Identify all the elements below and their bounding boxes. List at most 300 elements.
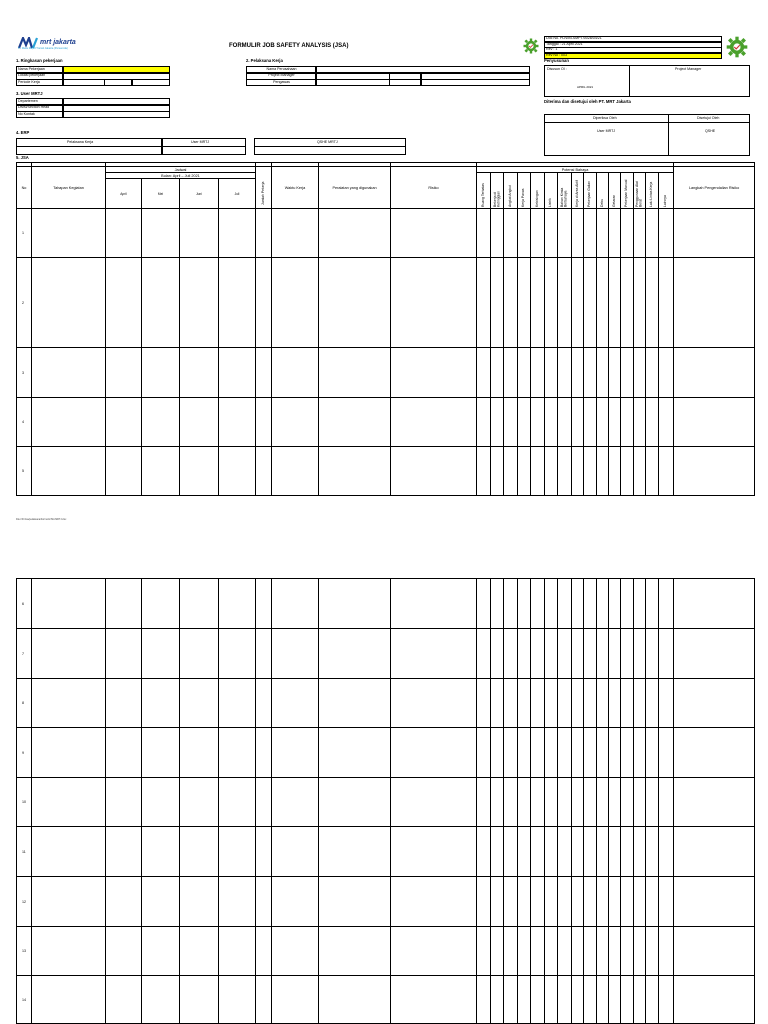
jsa-cell[interactable] <box>584 398 597 447</box>
jsa-cell[interactable] <box>597 976 609 1024</box>
jsa-cell[interactable] <box>180 778 219 827</box>
jsa-cell[interactable] <box>531 827 545 877</box>
jsa-cell[interactable] <box>545 258 558 348</box>
jsa-cell[interactable] <box>219 927 256 976</box>
jsa-cell[interactable] <box>272 827 319 877</box>
jsa-cell[interactable] <box>491 728 504 778</box>
jsa-cell[interactable] <box>219 728 256 778</box>
jsa-cell[interactable] <box>558 877 572 927</box>
jsa-cell[interactable] <box>646 447 659 496</box>
jsa-cell[interactable] <box>545 927 558 976</box>
jsa-cell[interactable] <box>646 398 659 447</box>
jsa-cell[interactable] <box>106 679 142 728</box>
jsa-cell[interactable] <box>477 728 491 778</box>
jsa-cell[interactable] <box>621 827 634 877</box>
jsa-cell[interactable] <box>272 579 319 629</box>
jsa-cell[interactable] <box>142 827 180 877</box>
jsa-cell[interactable] <box>634 447 646 496</box>
jsa-cell[interactable] <box>491 877 504 927</box>
jsa-cell[interactable] <box>558 258 572 348</box>
jsa-cell[interactable] <box>272 258 319 348</box>
jsa-cell[interactable] <box>609 258 621 348</box>
jsa-cell[interactable] <box>597 778 609 827</box>
jsa-cell[interactable] <box>597 348 609 398</box>
jsa-cell[interactable] <box>572 976 584 1024</box>
jsa-cell[interactable] <box>659 258 674 348</box>
pengawas-field[interactable] <box>421 79 530 86</box>
jsa-cell[interactable] <box>256 679 272 728</box>
jsa-cell[interactable] <box>319 728 391 778</box>
jsa-cell[interactable] <box>674 629 755 679</box>
jsa-cell[interactable] <box>659 827 674 877</box>
jsa-cell[interactable] <box>477 258 491 348</box>
jsa-cell[interactable] <box>219 209 256 258</box>
jsa-cell[interactable] <box>319 348 391 398</box>
jsa-cell[interactable] <box>518 679 531 728</box>
jsa-cell[interactable] <box>142 209 180 258</box>
jsa-cell[interactable] <box>621 398 634 447</box>
jsa-cell[interactable] <box>634 728 646 778</box>
jsa-cell[interactable] <box>142 877 180 927</box>
jsa-cell[interactable] <box>659 579 674 629</box>
jsa-cell[interactable] <box>621 679 634 728</box>
jsa-cell[interactable] <box>518 927 531 976</box>
jsa-cell[interactable] <box>106 778 142 827</box>
jsa-cell[interactable] <box>531 398 545 447</box>
jsa-cell[interactable] <box>32 209 106 258</box>
jsa-cell[interactable] <box>491 209 504 258</box>
jsa-cell[interactable] <box>477 398 491 447</box>
jsa-cell[interactable] <box>572 579 584 629</box>
jsa-cell[interactable] <box>674 447 755 496</box>
jsa-cell[interactable] <box>558 348 572 398</box>
jsa-cell[interactable] <box>531 348 545 398</box>
jsa-cell[interactable] <box>609 579 621 629</box>
jsa-cell[interactable] <box>584 877 597 927</box>
jsa-cell[interactable] <box>597 398 609 447</box>
jsa-cell[interactable] <box>584 927 597 976</box>
jsa-cell[interactable] <box>659 447 674 496</box>
erp-qshe-box[interactable] <box>254 138 406 155</box>
jsa-cell[interactable] <box>180 398 219 447</box>
jsa-cell[interactable] <box>491 679 504 728</box>
jsa-cell[interactable] <box>621 209 634 258</box>
jsa-cell[interactable] <box>491 827 504 877</box>
jsa-cell[interactable] <box>272 209 319 258</box>
jsa-cell[interactable] <box>32 877 106 927</box>
erp-user-box[interactable] <box>162 138 246 155</box>
jsa-cell[interactable] <box>558 778 572 827</box>
jsa-cell[interactable] <box>319 877 391 927</box>
jsa-cell[interactable] <box>391 728 477 778</box>
erp-pelaksana-box[interactable] <box>16 138 162 155</box>
jsa-cell[interactable] <box>621 258 634 348</box>
jsa-cell[interactable] <box>558 209 572 258</box>
jsa-cell[interactable] <box>504 827 518 877</box>
jsa-cell[interactable] <box>180 976 219 1024</box>
jsa-cell[interactable] <box>558 679 572 728</box>
jsa-cell[interactable] <box>219 629 256 679</box>
jsa-cell[interactable] <box>518 579 531 629</box>
jsa-cell[interactable] <box>584 579 597 629</box>
jsa-cell[interactable] <box>391 827 477 877</box>
jsa-cell[interactable] <box>219 877 256 927</box>
jsa-cell[interactable] <box>142 728 180 778</box>
jsa-cell[interactable] <box>609 679 621 728</box>
jsa-cell[interactable] <box>491 258 504 348</box>
jsa-cell[interactable] <box>545 447 558 496</box>
jsa-cell[interactable] <box>531 877 545 927</box>
jsa-cell[interactable] <box>180 209 219 258</box>
jsa-cell[interactable] <box>597 258 609 348</box>
jsa-cell[interactable] <box>491 927 504 976</box>
jsa-cell[interactable] <box>597 877 609 927</box>
jsa-cell[interactable] <box>659 398 674 447</box>
jsa-cell[interactable] <box>518 976 531 1024</box>
jsa-cell[interactable] <box>142 629 180 679</box>
jsa-cell[interactable] <box>106 258 142 348</box>
jsa-cell[interactable] <box>219 398 256 447</box>
periode-kerja-field[interactable] <box>104 79 132 86</box>
jsa-cell[interactable] <box>491 778 504 827</box>
jsa-cell[interactable] <box>572 209 584 258</box>
jsa-cell[interactable] <box>272 679 319 728</box>
jsa-cell[interactable] <box>558 579 572 629</box>
jsa-cell[interactable] <box>504 348 518 398</box>
jsa-cell[interactable] <box>477 579 491 629</box>
jsa-cell[interactable] <box>659 877 674 927</box>
jsa-cell[interactable] <box>106 348 142 398</box>
jsa-cell[interactable] <box>106 579 142 629</box>
jsa-cell[interactable] <box>391 778 477 827</box>
jsa-cell[interactable] <box>634 778 646 827</box>
jsa-cell[interactable] <box>545 728 558 778</box>
jsa-cell[interactable] <box>646 827 659 877</box>
jsa-cell[interactable] <box>32 629 106 679</box>
jsa-cell[interactable] <box>674 398 755 447</box>
jsa-cell[interactable] <box>219 679 256 728</box>
jsa-cell[interactable] <box>180 447 219 496</box>
jsa-cell[interactable] <box>272 398 319 447</box>
jsa-cell[interactable] <box>531 258 545 348</box>
jsa-cell[interactable] <box>545 778 558 827</box>
jsa-cell[interactable] <box>659 679 674 728</box>
jsa-cell[interactable] <box>545 679 558 728</box>
jsa-cell[interactable] <box>572 679 584 728</box>
jsa-cell[interactable] <box>504 398 518 447</box>
jsa-cell[interactable] <box>674 927 755 976</box>
jsa-cell[interactable] <box>597 728 609 778</box>
jsa-cell[interactable] <box>256 579 272 629</box>
jsa-cell[interactable] <box>674 579 755 629</box>
jsa-cell[interactable] <box>391 976 477 1024</box>
jsa-cell[interactable] <box>491 447 504 496</box>
jsa-cell[interactable] <box>319 827 391 877</box>
jsa-cell[interactable] <box>621 927 634 976</box>
jsa-cell[interactable] <box>659 927 674 976</box>
jsa-cell[interactable] <box>646 348 659 398</box>
jsa-cell[interactable] <box>621 629 634 679</box>
jsa-cell[interactable] <box>142 447 180 496</box>
jsa-cell[interactable] <box>142 258 180 348</box>
jsa-cell[interactable] <box>646 927 659 976</box>
jsa-cell[interactable] <box>572 629 584 679</box>
jsa-cell[interactable] <box>256 827 272 877</box>
jsa-cell[interactable] <box>272 629 319 679</box>
jsa-cell[interactable] <box>659 778 674 827</box>
jsa-cell[interactable] <box>545 579 558 629</box>
jsa-cell[interactable] <box>621 877 634 927</box>
jsa-cell[interactable] <box>391 579 477 629</box>
jsa-cell[interactable] <box>584 258 597 348</box>
jsa-cell[interactable] <box>106 398 142 447</box>
jsa-cell[interactable] <box>142 976 180 1024</box>
jsa-cell[interactable] <box>518 827 531 877</box>
jsa-cell[interactable] <box>634 927 646 976</box>
jsa-cell[interactable] <box>32 447 106 496</box>
jsa-cell[interactable] <box>621 579 634 629</box>
jsa-cell[interactable] <box>106 927 142 976</box>
jsa-cell[interactable] <box>646 579 659 629</box>
jsa-cell[interactable] <box>572 348 584 398</box>
jsa-cell[interactable] <box>180 258 219 348</box>
jsa-cell[interactable] <box>572 398 584 447</box>
jsa-cell[interactable] <box>219 258 256 348</box>
jsa-cell[interactable] <box>504 447 518 496</box>
jsa-cell[interactable] <box>674 679 755 728</box>
jsa-cell[interactable] <box>504 629 518 679</box>
jsa-cell[interactable] <box>319 258 391 348</box>
jsa-cell[interactable] <box>518 728 531 778</box>
jsa-cell[interactable] <box>142 927 180 976</box>
jsa-cell[interactable] <box>106 827 142 877</box>
jsa-cell[interactable] <box>518 778 531 827</box>
jsa-cell[interactable] <box>609 827 621 877</box>
jsa-cell[interactable] <box>256 728 272 778</box>
jsa-cell[interactable] <box>634 258 646 348</box>
jsa-cell[interactable] <box>558 447 572 496</box>
jsa-cell[interactable] <box>391 679 477 728</box>
jsa-cell[interactable] <box>646 258 659 348</box>
jsa-cell[interactable] <box>477 827 491 877</box>
jsa-cell[interactable] <box>609 209 621 258</box>
jsa-cell[interactable] <box>609 877 621 927</box>
jsa-cell[interactable] <box>584 778 597 827</box>
jsa-cell[interactable] <box>106 728 142 778</box>
jsa-cell[interactable] <box>531 679 545 728</box>
jsa-cell[interactable] <box>180 728 219 778</box>
jsa-cell[interactable] <box>180 629 219 679</box>
jsa-cell[interactable] <box>219 579 256 629</box>
jsa-cell[interactable] <box>180 679 219 728</box>
jsa-cell[interactable] <box>272 778 319 827</box>
jsa-cell[interactable] <box>572 447 584 496</box>
jsa-cell[interactable] <box>106 447 142 496</box>
jsa-cell[interactable] <box>106 976 142 1024</box>
jsa-cell[interactable] <box>142 778 180 827</box>
jsa-cell[interactable] <box>272 976 319 1024</box>
jsa-cell[interactable] <box>477 976 491 1024</box>
jsa-cell[interactable] <box>558 927 572 976</box>
jsa-cell[interactable] <box>256 976 272 1024</box>
jsa-cell[interactable] <box>634 348 646 398</box>
jsa-cell[interactable] <box>106 877 142 927</box>
jsa-cell[interactable] <box>504 579 518 629</box>
jsa-cell[interactable] <box>584 348 597 398</box>
jsa-cell[interactable] <box>504 679 518 728</box>
jsa-cell[interactable] <box>518 398 531 447</box>
jsa-cell[interactable] <box>572 827 584 877</box>
jsa-cell[interactable] <box>32 258 106 348</box>
jsa-cell[interactable] <box>391 927 477 976</box>
jsa-cell[interactable] <box>180 827 219 877</box>
jsa-cell[interactable] <box>319 927 391 976</box>
jsa-cell[interactable] <box>621 447 634 496</box>
jsa-cell[interactable] <box>32 398 106 447</box>
jsa-cell[interactable] <box>597 447 609 496</box>
jsa-cell[interactable] <box>319 398 391 447</box>
jsa-cell[interactable] <box>531 976 545 1024</box>
jsa-cell[interactable] <box>256 398 272 447</box>
jsa-cell[interactable] <box>597 927 609 976</box>
jsa-cell[interactable] <box>219 976 256 1024</box>
jsa-cell[interactable] <box>319 209 391 258</box>
jsa-cell[interactable] <box>272 348 319 398</box>
jsa-cell[interactable] <box>646 728 659 778</box>
jsa-cell[interactable] <box>609 348 621 398</box>
jsa-cell[interactable] <box>572 728 584 778</box>
jsa-cell[interactable] <box>319 629 391 679</box>
jsa-cell[interactable] <box>256 877 272 927</box>
jsa-cell[interactable] <box>256 348 272 398</box>
jsa-cell[interactable] <box>477 447 491 496</box>
jsa-cell[interactable] <box>597 579 609 629</box>
jsa-cell[interactable] <box>477 927 491 976</box>
jsa-cell[interactable] <box>477 348 491 398</box>
jsa-cell[interactable] <box>545 976 558 1024</box>
jsa-cell[interactable] <box>531 629 545 679</box>
jsa-cell[interactable] <box>572 877 584 927</box>
jsa-cell[interactable] <box>391 447 477 496</box>
jsa-cell[interactable] <box>504 976 518 1024</box>
jsa-cell[interactable] <box>219 348 256 398</box>
jsa-cell[interactable] <box>597 679 609 728</box>
jsa-cell[interactable] <box>391 398 477 447</box>
jsa-cell[interactable] <box>674 209 755 258</box>
jsa-cell[interactable] <box>219 447 256 496</box>
jsa-cell[interactable] <box>674 778 755 827</box>
jsa-cell[interactable] <box>531 209 545 258</box>
jsa-cell[interactable] <box>545 209 558 258</box>
jsa-cell[interactable] <box>272 877 319 927</box>
jsa-cell[interactable] <box>391 348 477 398</box>
periode-kerja-field[interactable] <box>132 79 170 86</box>
jsa-cell[interactable] <box>674 728 755 778</box>
jsa-cell[interactable] <box>142 348 180 398</box>
jsa-cell[interactable] <box>491 398 504 447</box>
jsa-cell[interactable] <box>32 579 106 629</box>
jsa-cell[interactable] <box>504 728 518 778</box>
no-kontak-field[interactable] <box>63 111 170 118</box>
jsa-cell[interactable] <box>646 629 659 679</box>
jsa-cell[interactable] <box>391 258 477 348</box>
jsa-cell[interactable] <box>531 778 545 827</box>
jsa-cell[interactable] <box>477 629 491 679</box>
jsa-cell[interactable] <box>646 679 659 728</box>
jsa-cell[interactable] <box>634 976 646 1024</box>
jsa-cell[interactable] <box>518 877 531 927</box>
jsa-cell[interactable] <box>32 348 106 398</box>
jsa-cell[interactable] <box>504 258 518 348</box>
jsa-cell[interactable] <box>634 877 646 927</box>
jsa-cell[interactable] <box>621 778 634 827</box>
jsa-cell[interactable] <box>597 209 609 258</box>
jsa-cell[interactable] <box>142 679 180 728</box>
jsa-cell[interactable] <box>646 877 659 927</box>
jsa-cell[interactable] <box>491 348 504 398</box>
jsa-cell[interactable] <box>531 927 545 976</box>
jsa-cell[interactable] <box>584 976 597 1024</box>
jsa-cell[interactable] <box>477 877 491 927</box>
jsa-cell[interactable] <box>518 629 531 679</box>
jsa-cell[interactable] <box>256 447 272 496</box>
jsa-cell[interactable] <box>621 348 634 398</box>
pengawas-field[interactable] <box>389 79 421 86</box>
jsa-cell[interactable] <box>504 778 518 827</box>
jsa-cell[interactable] <box>391 877 477 927</box>
jsa-cell[interactable] <box>391 629 477 679</box>
jsa-cell[interactable] <box>180 877 219 927</box>
jsa-cell[interactable] <box>634 398 646 447</box>
jsa-cell[interactable] <box>319 778 391 827</box>
jsa-cell[interactable] <box>634 579 646 629</box>
jsa-cell[interactable] <box>477 209 491 258</box>
jsa-cell[interactable] <box>504 927 518 976</box>
jsa-cell[interactable] <box>584 209 597 258</box>
jsa-cell[interactable] <box>477 778 491 827</box>
jsa-cell[interactable] <box>531 728 545 778</box>
jsa-cell[interactable] <box>621 728 634 778</box>
jsa-cell[interactable] <box>219 778 256 827</box>
jsa-cell[interactable] <box>572 258 584 348</box>
jsa-cell[interactable] <box>634 209 646 258</box>
jsa-cell[interactable] <box>609 976 621 1024</box>
jsa-cell[interactable] <box>106 209 142 258</box>
jsa-cell[interactable] <box>659 209 674 258</box>
jsa-cell[interactable] <box>659 629 674 679</box>
jsa-cell[interactable] <box>634 679 646 728</box>
jsa-cell[interactable] <box>32 778 106 827</box>
jsa-cell[interactable] <box>558 728 572 778</box>
jsa-cell[interactable] <box>319 679 391 728</box>
jsa-cell[interactable] <box>597 827 609 877</box>
jsa-cell[interactable] <box>32 728 106 778</box>
jsa-cell[interactable] <box>531 579 545 629</box>
jsa-cell[interactable] <box>545 877 558 927</box>
jsa-cell[interactable] <box>584 447 597 496</box>
jsa-cell[interactable] <box>558 629 572 679</box>
jsa-cell[interactable] <box>319 579 391 629</box>
jsa-cell[interactable] <box>597 629 609 679</box>
jsa-cell[interactable] <box>545 827 558 877</box>
jsa-cell[interactable] <box>256 778 272 827</box>
jsa-cell[interactable] <box>584 827 597 877</box>
jsa-cell[interactable] <box>634 629 646 679</box>
jsa-cell[interactable] <box>219 827 256 877</box>
jsa-cell[interactable] <box>180 579 219 629</box>
jsa-cell[interactable] <box>545 629 558 679</box>
jsa-cell[interactable] <box>646 778 659 827</box>
